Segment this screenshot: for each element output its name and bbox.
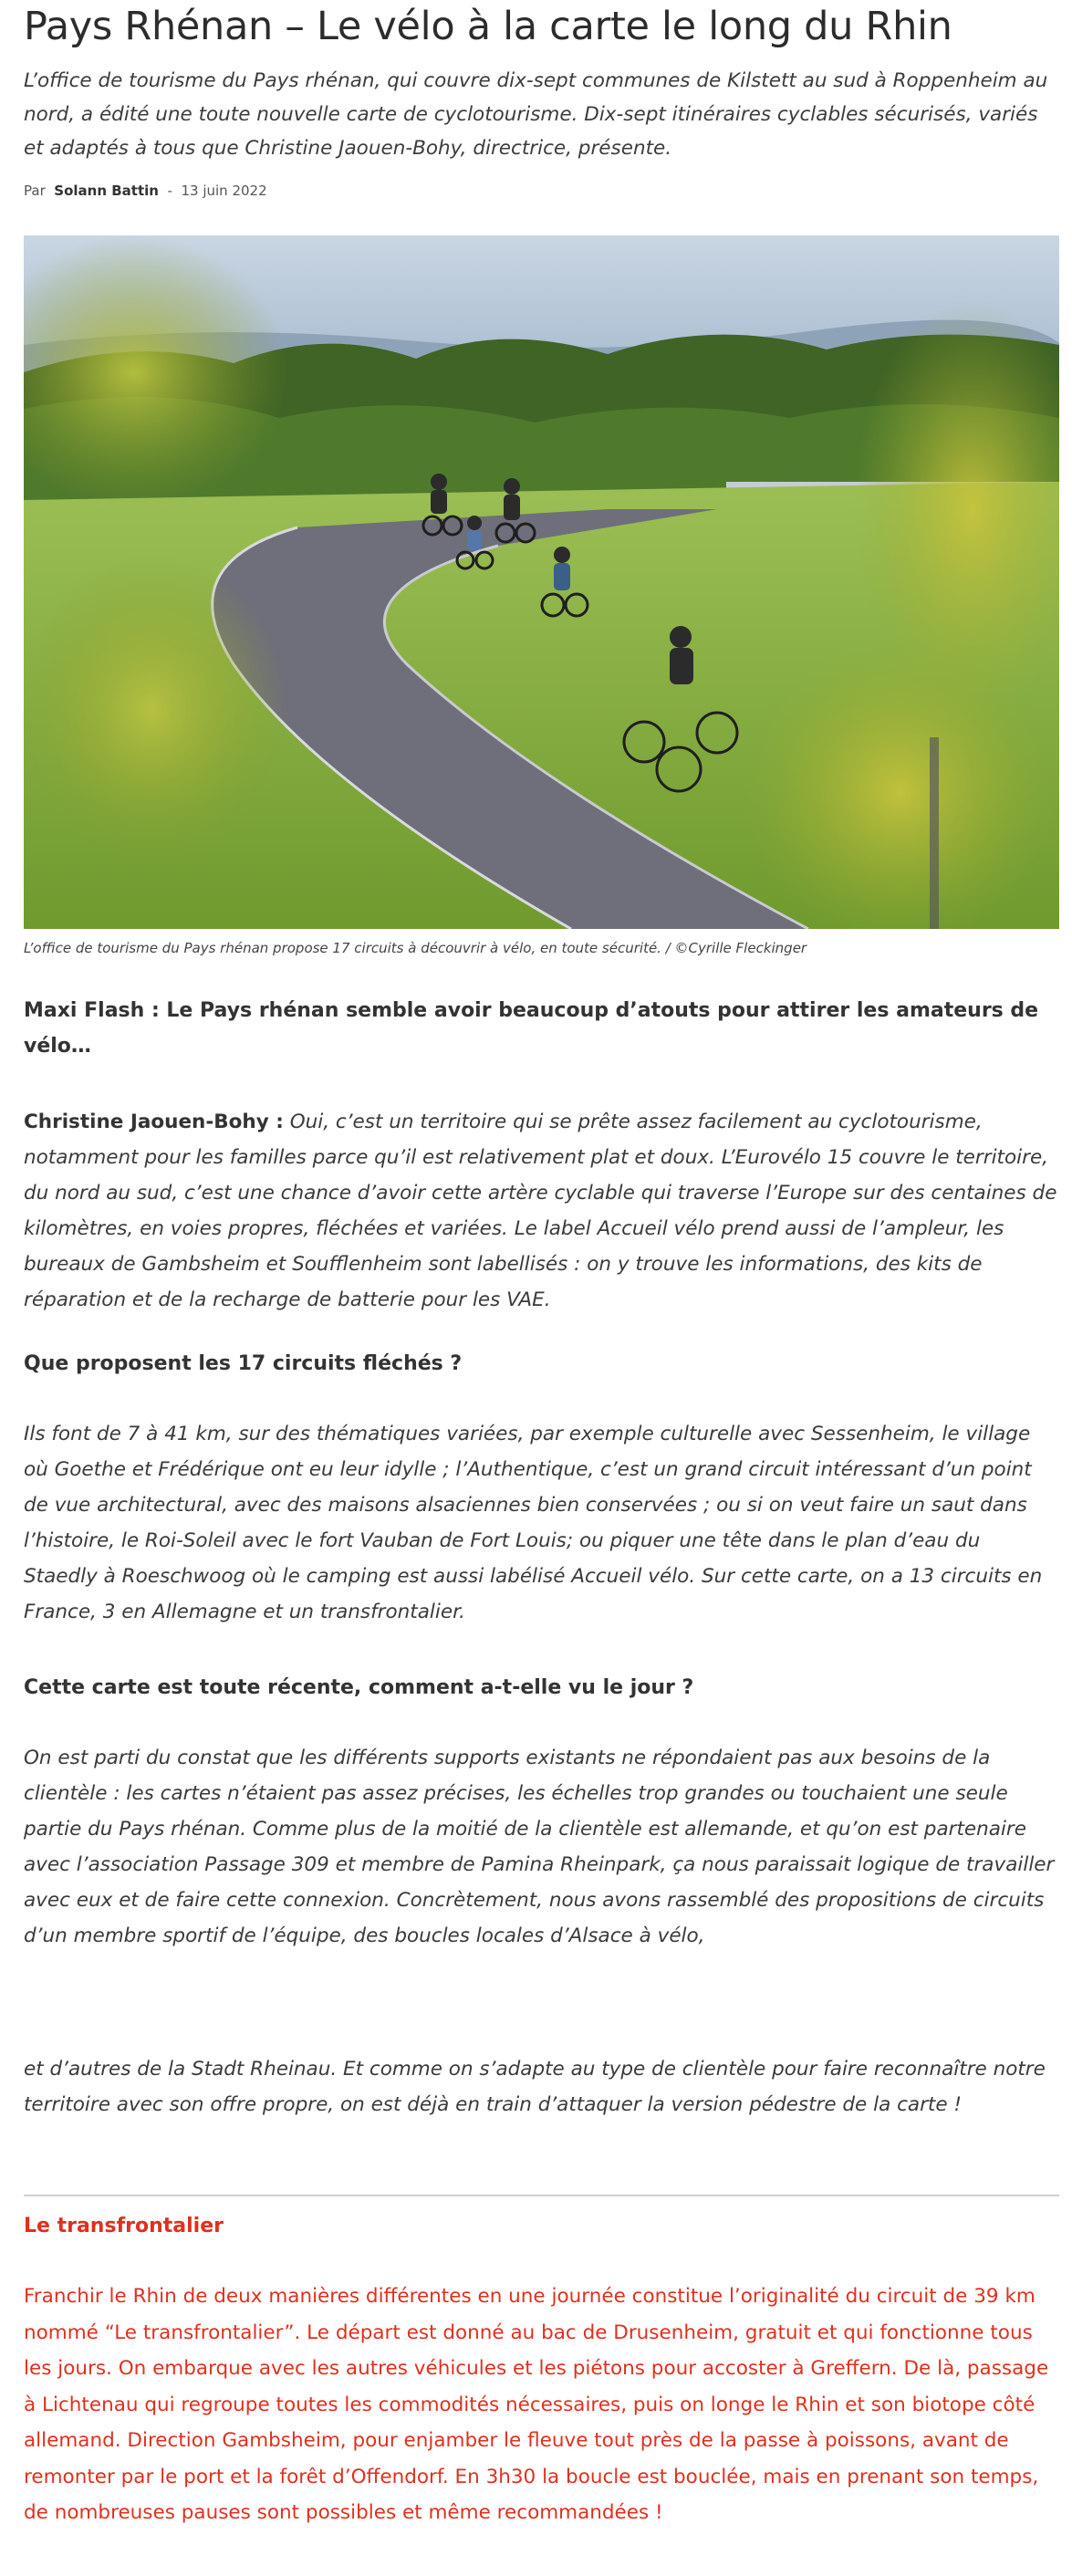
byline-prefix: Par: [24, 183, 46, 199]
answer-2: Ils font de 7 à 41 km, sur des thématiques variées, par exemple culturelle avec Sessenheim, le village où Goethe et Frédérique ont eu leur idylle ; l’Authentique, c’est un grand circuit intéressant d’un point de vue architectural, avec des maisons alsaciennes bien conservées ; ou si on veut faire un saut dans l’histoire, le Roi-Soleil avec le fort Vauban de Fort Louis; ou piquer une tête dans le plan d’eau du Staedly à Roeschwoog où le camping est aussi labélisé Accueil vélo. Sur cette carte, on a 13 circuits en France, 3 en Allemagne et un transfrontalier.: [24, 1423, 1043, 1623]
publish-date: 13 juin 2022: [181, 183, 267, 199]
speaker-name: Christine Jaouen-Bohy :: [24, 1111, 284, 1133]
answer-3-part-1: On est parti du constat que les différents supports existants ne répondaient pas aux besoins de la clientèle : les cartes n’étaient pas assez précises, les échelles trop grandes ou touchaient une seule partie du Pays rhénan. Comme plus de la moitié de la clientèle est allemande, et qu’on est partenaire avec l’association Passage 309 et membre de Pamina Rheinpark, ça nous paraissait logique de travailler avec eux et de faire cette connexion. Concrètement, nous avons rassemblé des propositions de circuits d’un membre sportif de l’équipe, des boucles locales d’Alsace à vélo,: [24, 1747, 1055, 1947]
answer-1-text: Oui, c’est un territoire qui se prête assez facilement au cyclotourisme, notamment pour les familles parce qu’il est relativement plat et doux. L’Eurovélo 15 couvre le territoire, du nord au sud, c’est une chance d’avoir cette artère cyclable qui traverse l’Europe sur des centaines de kilomètres, en voies propres, fléchées et variées. Le label Accueil vélo prend aussi de l’ampleur, les bureaux de Gambsheim et Soufflenheim sont labellisés : on y trouve les informations, des kits de réparation et de la recharge de batterie pour les VAE.: [24, 1111, 1057, 1311]
section-divider: [24, 2195, 1059, 2196]
question-1: Maxi Flash : Le Pays rhénan semble avoir beaucoup d’atouts pour attirer les amateurs de vélo…: [24, 999, 1039, 1058]
byline-separator: -: [167, 183, 172, 199]
answer-3-part-2: et d’autres de la Stadt Rheinau. Et comme on s’adapte au type de clientèle pour faire reconnaître notre territoire avec son offre propre, on est déjà en train d’attaquer la version pédestre de la carte !: [24, 2058, 1046, 2116]
answer-1: [24, 1104, 1059, 1318]
photo-caption: L’office de tourisme du Pays rhénan propose 17 circuits à découvrir à vélo, en toute sécurité. / ©Cyrille Fleckinger: [24, 940, 807, 956]
question-3: Cette carte est toute récente, comment a-t-elle vu le jour ?: [24, 1676, 694, 1699]
box-text: Franchir le Rhin de deux manières différentes en une journée constitue l’originalité du circuit de 39 km nommé “Le transfrontalier”. Le départ est donné au bac de Drusenheim, gratuit et qui fonctionne tous les jours. On embarque avec les autres véhicules et les piétons pour accoster à Greffern. De là, passage à Lichtenau qui regroupe toutes les commodités nécessaires, puis on longe le Rhin et son biotope côté allemand. Direction Gambsheim, pour enjamber le fleuve tout près de la passe à poissons, avant de remonter par le port et la forêt d’Offendorf. En 3h30 la boucle est bouclée, mais en prenant son temps, de nombreuses pauses sont possibles et même recommandées !: [24, 2285, 1049, 2524]
author-link[interactable]: Solann Battin: [54, 183, 159, 199]
cyclists-on-path-image: [24, 235, 1059, 929]
article-photo: [24, 235, 1059, 929]
article-lead: L’office de tourisme du Pays rhénan, qui couvre dix-sept communes de Kilstett au sud à Roppenheim au nord, a édité une toute nouvelle carte de cyclotourisme. Dix-sept itinéraires cyclables sécurisés, variés et adaptés à tous que Christine Jaouen-Bohy, directrice, présente.: [24, 69, 1048, 160]
byline: [24, 183, 267, 199]
box-title: Le transfrontalier: [24, 2215, 224, 2237]
article-title: Pays Rhénan – Le vélo à la carte le long du Rhin: [24, 4, 952, 49]
question-2: Que proposent les 17 circuits fléchés ?: [24, 1352, 463, 1375]
